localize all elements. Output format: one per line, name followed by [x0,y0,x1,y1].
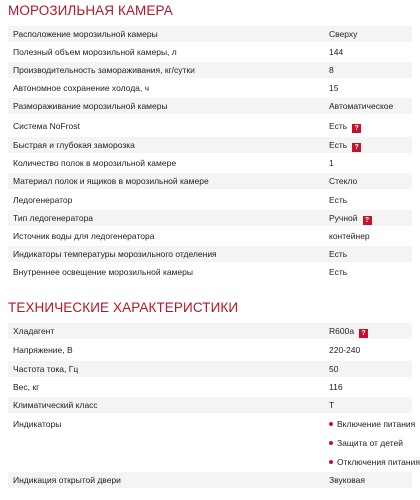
indicator-label: Включение питания [337,419,416,429]
bullet-icon [329,441,333,445]
spec-value [329,139,361,152]
spec-label: Размораживание морозильной камеры [13,101,168,111]
spec-value: T [329,400,335,410]
indicators-list [329,418,420,475]
spec-label: Источник воды для ледогенератора [13,231,155,241]
spec-row [8,44,412,60]
bullet-icon [329,422,333,426]
spec-label: Индикаторы температуры морозильного отделения [13,249,217,259]
spec-label: Вес, кг [13,382,40,392]
help-icon[interactable]: ? [363,216,372,225]
spec-label: Хладагент [13,326,55,336]
spec-row [8,228,412,244]
spec-value-text: Есть [329,121,348,131]
spec-row-refrigerant [8,323,412,339]
specs-section-title: ТЕХНИЧЕСКИЕ ХАРАКТЕРИСТИКИ [8,300,239,315]
indicator-item [329,437,420,456]
spec-row-icemaker-type [8,210,412,226]
spec-label: Климатический класс [13,400,98,410]
spec-label: Автономное сохранение холода, ч [13,83,150,93]
spec-row [8,397,412,413]
spec-label: Индикация открытой двери [13,475,121,485]
spec-label: Материал полок и ящиков в морозильной камере [13,176,209,186]
spec-value: 15 [329,83,339,93]
help-icon[interactable]: ? [352,124,361,133]
spec-value: Стекло [329,176,358,186]
spec-value [329,212,372,225]
help-icon[interactable]: ? [359,329,368,338]
spec-row [8,264,412,280]
spec-row [8,62,412,78]
spec-value: Есть [329,249,348,259]
indicator-label: Защита от детей [337,438,403,448]
spec-row [8,192,412,208]
spec-value-text: Есть [329,140,348,150]
spec-row [8,246,412,262]
spec-label: Расположение морозильной камеры [13,29,158,39]
spec-label: Производительность замораживания, кг/сутки [13,65,195,75]
spec-value: Автоматическое [329,101,394,111]
spec-row [8,98,412,114]
spec-value: контейнер [329,231,370,241]
spec-row [8,342,412,358]
spec-value: Есть [329,267,348,277]
spec-row [8,26,412,42]
spec-value: 1 [329,158,334,168]
bullet-icon [329,460,333,464]
spec-value: 220-240 [329,345,361,355]
spec-row-nofrost [8,118,412,134]
spec-value: 8 [329,65,334,75]
spec-value [329,120,361,133]
spec-label: Тип ледогенератора [13,213,94,223]
spec-label: Количество полок в морозильной камере [13,158,177,168]
freezer-section-title: МОРОЗИЛЬНАЯ КАМЕРА [8,3,173,18]
spec-value-text: R600a [329,326,355,336]
spec-value-text: Ручной [329,213,358,223]
spec-row-quick-freeze [8,137,412,153]
spec-value: 144 [329,47,344,57]
indicator-item [329,418,420,437]
help-icon[interactable]: ? [352,143,361,152]
spec-label: Полезный объем морозильной камеры, л [13,47,177,57]
spec-row [8,80,412,96]
spec-row [8,379,412,395]
spec-value: Звуковая [329,475,366,485]
spec-label: Система NoFrost [13,121,80,131]
spec-row [8,472,412,488]
spec-label: Частота тока, Гц [13,364,79,374]
spec-value [329,325,368,338]
spec-value: Сверху [329,29,358,39]
spec-value: 116 [329,382,343,392]
spec-label: Ледогенератор [13,195,73,205]
spec-row [8,173,412,189]
spec-row [8,155,412,171]
spec-label: Напряжение, В [13,345,73,355]
spec-label: Быстрая и глубокая заморозка [13,140,135,150]
spec-row [8,361,412,377]
spec-value: Есть [329,195,348,205]
indicator-label: Отключения питания [337,457,420,467]
spec-value: 50 [329,364,339,374]
spec-label: Внутреннее освещение морозильной камеры [13,267,193,277]
spec-label: Индикаторы [13,419,62,429]
